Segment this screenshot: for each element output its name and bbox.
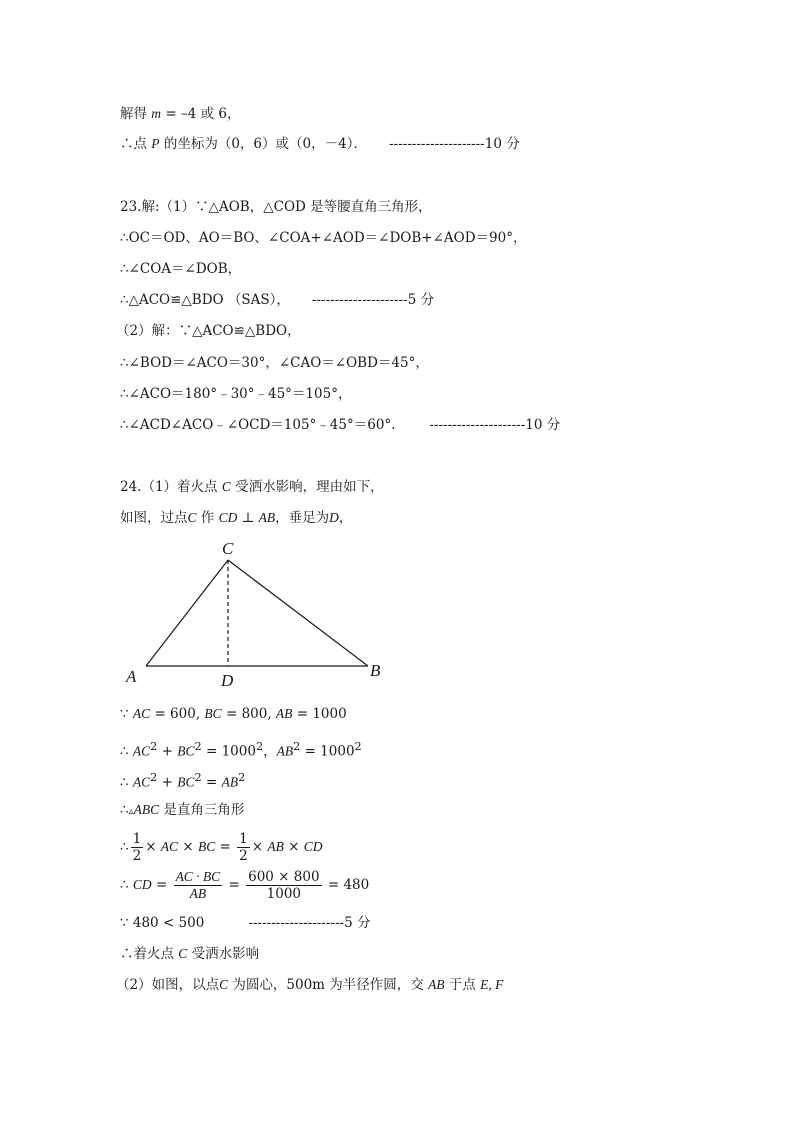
- var: CD: [132, 877, 152, 892]
- text: ∴∠ACD∠ACO﹣∠OCD＝105°﹣45°＝60°.: [120, 417, 396, 433]
- var: AC: [132, 706, 151, 721]
- score-mark: ---------------------10 分: [388, 136, 520, 152]
- text: +: [157, 743, 178, 760]
- text: ×: [251, 839, 268, 855]
- var: CD: [218, 510, 238, 525]
- text: = 800,: [221, 706, 276, 722]
- text: 解得: [120, 106, 152, 122]
- text: ∴点: [120, 136, 152, 152]
- fraction: [174, 869, 223, 902]
- text: =: [215, 839, 236, 855]
- label-a: A: [126, 667, 137, 686]
- var: AB: [276, 743, 294, 759]
- text-line: ∴∠BOD＝∠ACO＝30°，∠CAO＝∠OBD＝45°，: [120, 355, 429, 371]
- text-line: [120, 290, 434, 310]
- text-line: [120, 477, 384, 497]
- fraction: [246, 869, 321, 902]
- text-line: 23.解:（1）∵△AOB，△COD 是等腰直角三角形，: [120, 199, 432, 215]
- text-line: [120, 704, 347, 724]
- text-line: [120, 800, 244, 822]
- exponent: 2: [255, 740, 264, 753]
- text: =: [224, 877, 245, 893]
- exponent: 2: [354, 740, 362, 753]
- text: ⊥: [237, 510, 259, 526]
- text-line: [120, 104, 240, 124]
- text: 受洒水影响，理由如下，: [230, 479, 384, 495]
- var: C: [221, 479, 231, 494]
- text: = 1000: [300, 743, 355, 760]
- text: = 480: [323, 877, 370, 893]
- text: 的坐标为（0，6）或（0，－4）．: [159, 136, 367, 152]
- text: 受洒水影响: [187, 946, 260, 962]
- exponent: 2: [293, 740, 301, 753]
- text: = 1000: [201, 743, 256, 760]
- text: =: [151, 877, 172, 893]
- numerator: AC · BC: [175, 869, 221, 884]
- text: 如图，过点: [120, 510, 188, 526]
- denominator: 1000: [266, 886, 301, 902]
- text: ∴△ACO≌△BDO （SAS），: [120, 292, 290, 308]
- text: 24.（1）着火点: [120, 479, 222, 495]
- text: ∴: [120, 743, 133, 760]
- text: = 600,: [150, 706, 205, 722]
- text: 是直角三角形: [159, 802, 245, 818]
- side-ac: [146, 560, 228, 666]
- var: AB: [267, 839, 284, 854]
- fraction: [237, 831, 250, 864]
- exponent: 2: [194, 771, 202, 784]
- label-d: D: [221, 671, 234, 690]
- denominator: 2: [239, 848, 248, 864]
- text: = –4 或 6，: [161, 106, 241, 122]
- text-line: [120, 868, 369, 902]
- text: （2）如图，以点: [116, 977, 220, 993]
- text-line: （2）解：∵△ACO≌△BDO，: [116, 323, 301, 339]
- text: ∴: [120, 802, 129, 818]
- text-line: [120, 508, 352, 528]
- exponent: 2: [194, 740, 202, 753]
- text-line: ∴∠COA＝∠DOB，: [120, 261, 242, 277]
- label-b: B: [370, 661, 381, 680]
- var: C: [219, 977, 229, 992]
- denominator: 2: [132, 848, 142, 864]
- var: BC: [177, 774, 195, 790]
- text: ，垂足为: [275, 510, 330, 526]
- text: ∵ 480 < 500: [120, 915, 205, 931]
- text-line: ∴OC＝OD、AO＝BO、∠COA+∠AOD＝∠DOB+∠AOD＝90°，: [120, 230, 527, 246]
- exponent: 2: [150, 740, 158, 753]
- var: C: [187, 510, 197, 525]
- text: 为圆心，500m 为半径作圆，交: [228, 977, 429, 993]
- exponent: 2: [238, 771, 246, 784]
- text: ×: [145, 839, 161, 855]
- var: CD: [303, 839, 323, 854]
- var: ABC: [133, 802, 160, 817]
- fraction: [131, 831, 144, 864]
- var: AB: [275, 706, 293, 721]
- triangle-figure: [120, 536, 400, 692]
- text: ，: [338, 510, 353, 526]
- var: AC: [160, 839, 179, 854]
- var: AB: [258, 510, 276, 525]
- var: AB: [221, 774, 239, 790]
- text-line: [116, 975, 503, 995]
- text-line: [120, 737, 362, 762]
- text: =: [201, 774, 222, 791]
- var: AC: [132, 774, 151, 790]
- var: AB: [428, 977, 445, 992]
- var: D: [329, 510, 339, 525]
- text: ∴: [120, 877, 133, 893]
- text: 作: [196, 510, 219, 526]
- numerator: 1: [132, 831, 142, 847]
- text: ×: [283, 839, 304, 855]
- score-mark: ---------------------10 分: [429, 417, 561, 433]
- label-c: C: [222, 539, 234, 558]
- triangle-symbol: ▵: [128, 806, 134, 817]
- denominator: AB: [189, 886, 207, 901]
- text-line: [120, 944, 259, 964]
- score-mark: ---------------------5 分: [248, 915, 371, 931]
- text: ×: [178, 839, 198, 855]
- text-line: [120, 830, 323, 864]
- side-cb: [228, 560, 368, 666]
- text: +: [157, 774, 178, 791]
- var: E, F: [480, 977, 504, 992]
- text: ，: [263, 743, 277, 760]
- text-line: [120, 415, 560, 435]
- numerator: 600 × 800: [248, 869, 320, 885]
- var: BC: [204, 706, 222, 721]
- var: P: [151, 136, 160, 151]
- text-line: [120, 913, 371, 933]
- exponent: 2: [150, 771, 158, 784]
- text-line: [120, 134, 520, 154]
- var: C: [178, 946, 188, 961]
- numerator: 1: [239, 831, 248, 847]
- text: = 1000: [292, 706, 347, 722]
- text: 于点: [444, 977, 481, 993]
- text: ∴着火点: [120, 946, 179, 962]
- var: BC: [197, 839, 216, 854]
- text: ∴: [120, 774, 133, 791]
- var: m: [151, 106, 162, 121]
- text-line: ∴∠ACO＝180°﹣30°﹣45°＝105°，: [120, 386, 352, 402]
- text: ∵: [120, 706, 133, 722]
- score-mark: ---------------------5 分: [311, 292, 435, 308]
- text: ∴: [120, 839, 129, 855]
- var: AC: [132, 743, 151, 759]
- text-line: [120, 768, 245, 793]
- var: BC: [177, 743, 195, 759]
